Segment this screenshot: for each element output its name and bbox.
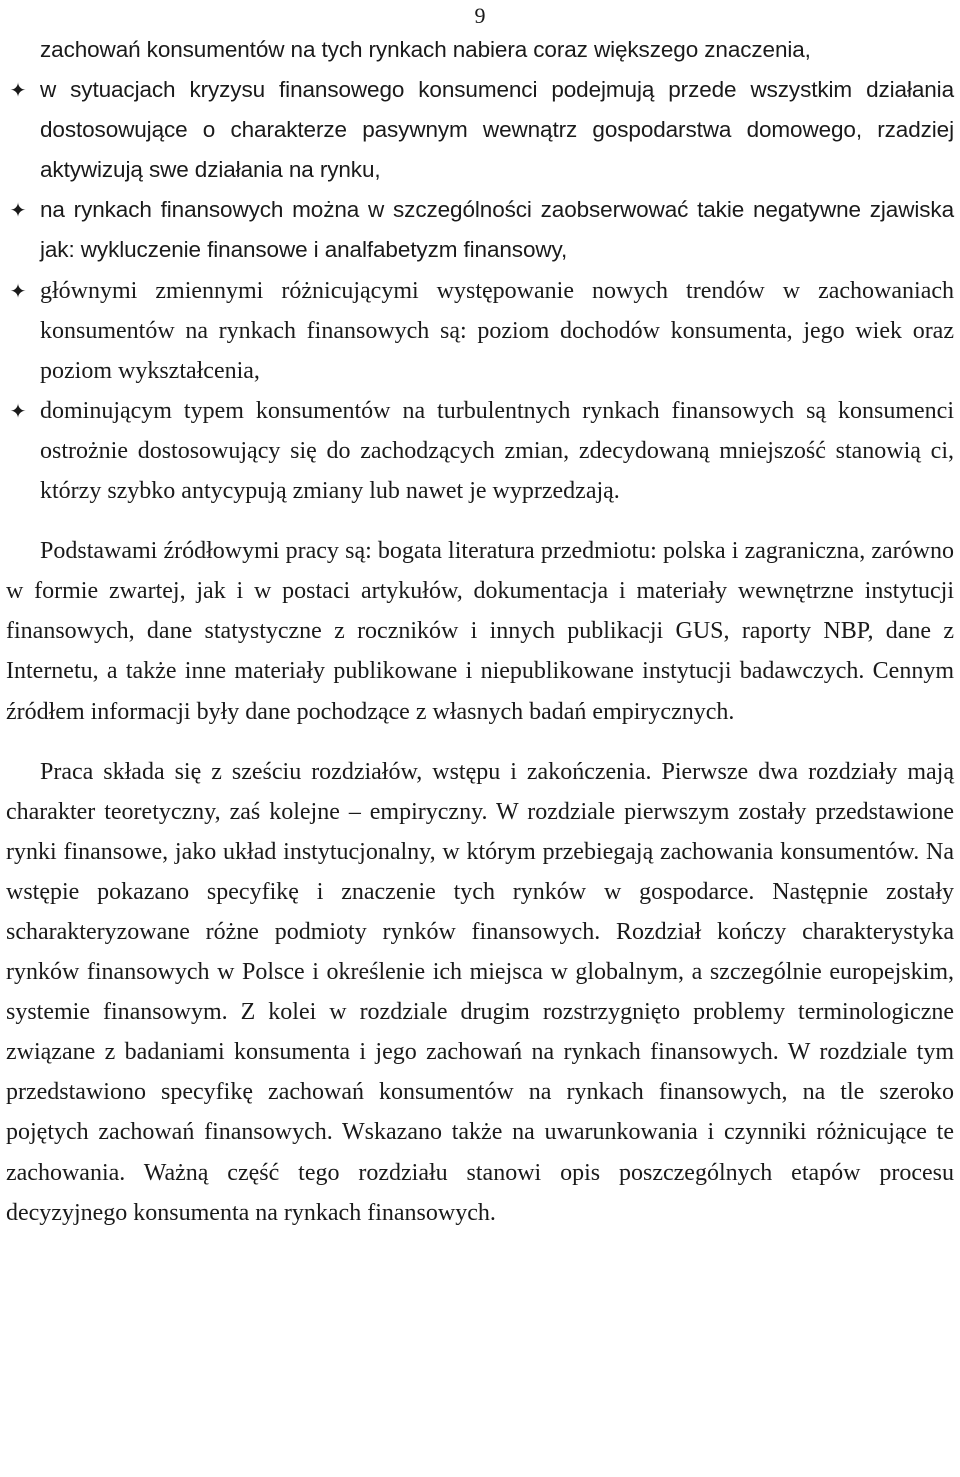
paragraph-gap [6, 511, 954, 531]
list-item [6, 190, 954, 270]
list-item-text: w sytuacjach kryzysu finansowego konsumenci podejmują przede wszystkim działania dostosowujące o charakterze pasywnym wewnątrz gospodarstwa domowego, rzadziej aktywizują swe działania na rynku, [40, 77, 954, 183]
bullet-list [6, 70, 954, 511]
four-point-star-icon: ✦ [9, 398, 27, 423]
paragraph-structure: Praca składa się z sześciu rozdziałów, wstępu i zakończenia. Pierwsze dwa rozdziały mają charakter teoretyczny, zaś kolejne – empiryczny. W rozdziale pierwszym zostały przedstawione rynki finansowe, jako układ instytucjonalny, w którym przebiegają zachowania konsumentów. Na wstępie pokazano specyfikę i znaczenie tych rynków w gospodarce. Następnie zostały scharakteryzowane różne podmioty rynków finansowych. Rozdział kończy charakterystyka rynków finansowych w Polsce i określenie ich miejsca w globalnym, a szczególnie europejskim, systemie finansowym. Z kolei w rozdziale drugim rozstrzygnięto problemy terminologiczne związane z badaniami konsumenta i jego zachowań na rynkach finansowych. W rozdziale tym przedstawiono specyfikę zachowań konsumentów na rynkach finansowych, na tle szeroko pojętych zachowań finansowych. Wskazano także na uwarunkowania i czynniki różnicujące te zachowania. Ważną część tego rozdziału stanowi opis poszczególnych etapów procesu decyzyjnego konsumenta na rynkach finansowych. [6, 758, 954, 1226]
list-item [6, 70, 954, 190]
page-body [6, 30, 954, 1233]
four-point-star-icon: ✦ [9, 198, 27, 223]
paragraph-sources: Podstawami źródłowymi pracy są: bogata literatura przedmiotu: polska i zagraniczna, zarówno w formie zwartej, jak i w postaci artykułów, dokumentacja i materiały wewnętrzne instytucji finansowych, dane statystyczne z roczników i innych publikacji GUS, raporty NBP, dane z Internetu, a także inne materiały publikowane i niepublikowane instytucji badawczych. Cennym źródłem informacji były dane pochodzące z własnych badań empirycznych. [6, 538, 954, 725]
four-point-star-icon: ✦ [9, 278, 27, 303]
list-item-text: na rynkach finansowych można w szczególności zaobserwować takie negatywne zjawiska jak: wykluczenie finansowe i analfabetyzm finansowy, [40, 197, 954, 263]
list-item-text: dominującym typem konsumentów na turbulentnych rynkach finansowych są konsumenci ostrożnie dostosowujący się do zachodzących zmian, zdecydowaną mniejszość stanowią ci, którzy szybko antycypują zmiany lub nawet je wyprzedzają. [40, 397, 954, 505]
bullet-continuation: zachowań konsumentów na tych rynkach nabiera coraz większego znaczenia, [40, 37, 811, 62]
paragraph-gap [6, 732, 954, 752]
list-item [6, 391, 954, 511]
page-number: 9 [474, 3, 486, 28]
list-item [6, 271, 954, 391]
four-point-star-icon: ✦ [9, 78, 27, 103]
list-item-text: głównymi zmiennymi różnicującymi występowanie nowych trendów w zachowaniach konsumentów na rynkach finansowych są: poziom dochodów konsumenta, jego wiek oraz poziom wykształcenia, [40, 277, 954, 384]
